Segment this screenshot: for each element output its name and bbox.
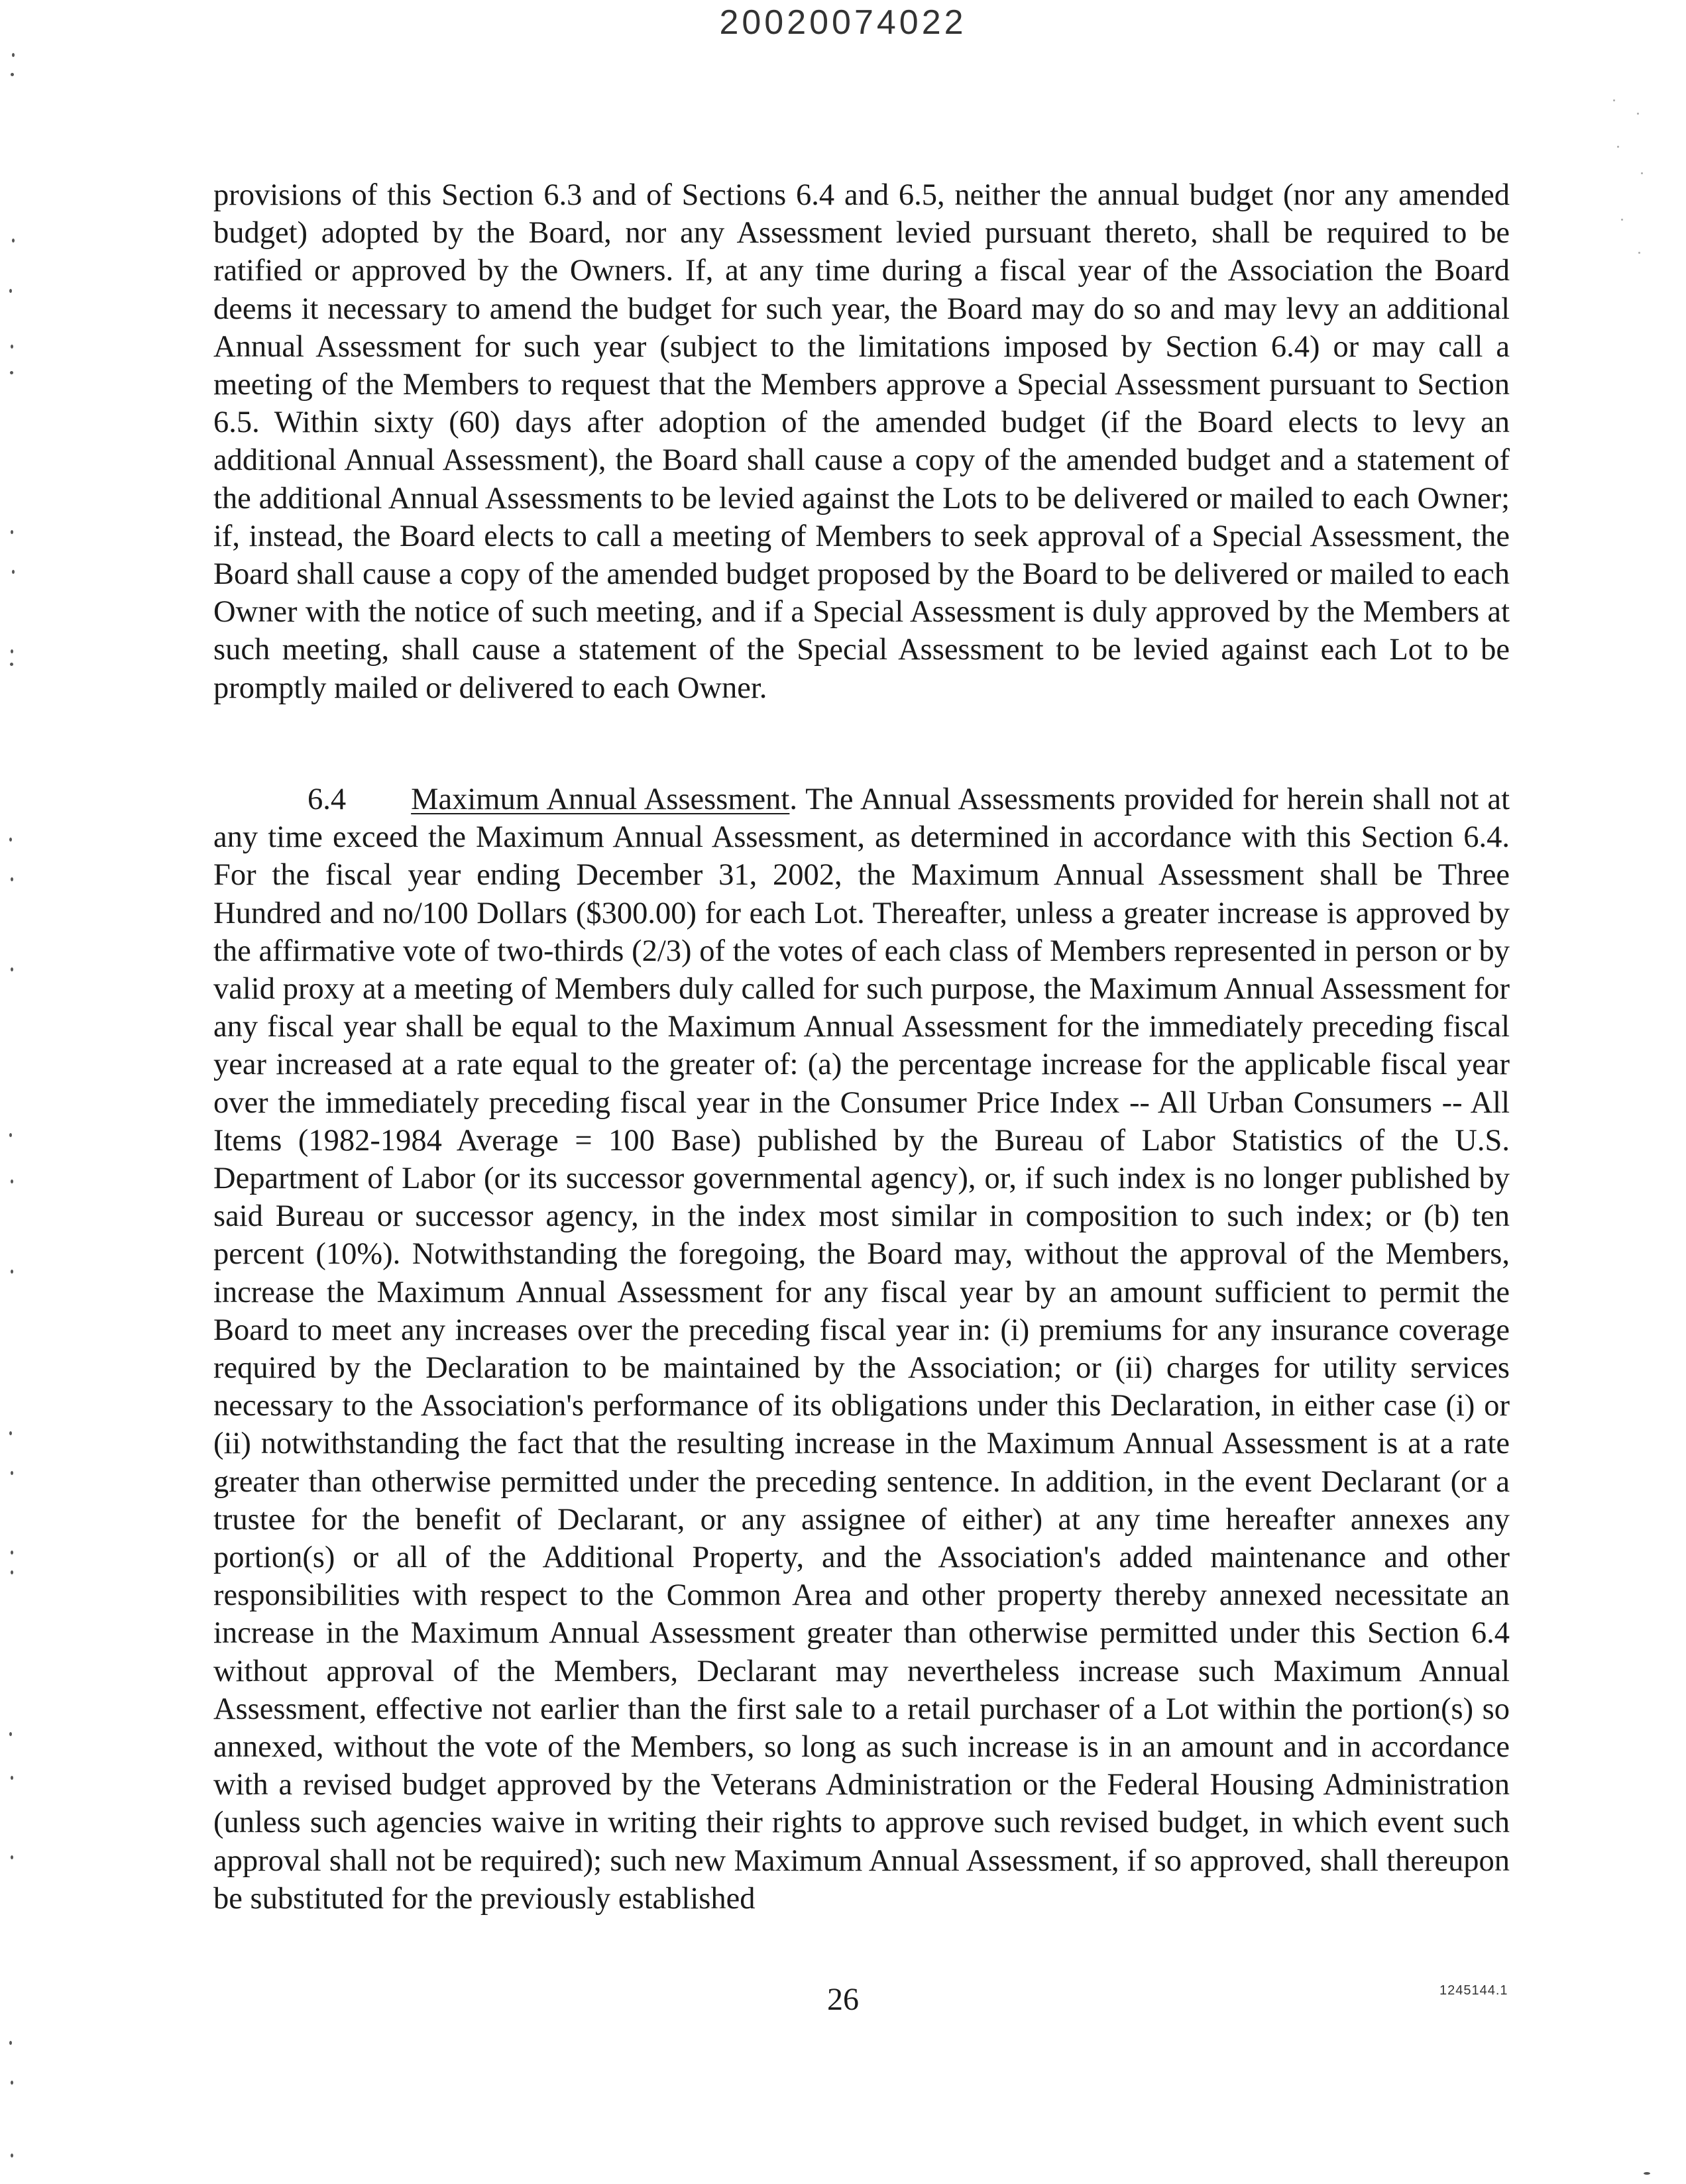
scan-speck: [11, 1855, 13, 1859]
section-number: 6.4: [308, 783, 347, 816]
scan-speck: [11, 1270, 13, 1274]
scan-speck: [1637, 113, 1639, 115]
scan-speck: [10, 663, 13, 666]
scan-speck: [11, 1471, 13, 1475]
scan-speck: [1638, 252, 1640, 254]
scan-speck: [12, 239, 15, 243]
scan-speck: [11, 1570, 13, 1574]
scan-speck: [1613, 99, 1615, 101]
scan-speck: [9, 838, 12, 842]
scan-speck: [12, 570, 15, 574]
scan-speck: [9, 2041, 12, 2045]
scan-speck: [12, 53, 15, 57]
paragraph-continuation: [213, 176, 1510, 707]
scan-speck: [11, 967, 13, 971]
scan-speck: [1641, 172, 1643, 174]
scan-speck: [11, 877, 13, 881]
section-heading: Maximum Annual Assessment: [411, 783, 790, 816]
scan-speck: [11, 649, 13, 653]
scan-speck: [10, 371, 13, 374]
scan-speck: [9, 1431, 12, 1435]
paragraph-text: . The Annual Assessments provided for herein shall not at any time exceed the Maximum Annual Assessment, as determined in accordance with this Section 6.4. For the fiscal year ending December 31, 2002, the Maximum Annual Assessment shall be Three Hundred and no/100 Dollars ($300.00) for each Lot. Thereafter, unless a greater increase is approved by the affirmative vote of two-thirds (2/3) of the votes of each class of Members represented in person or by valid proxy at a meeting of Members duly called for such purpose, the Maximum Annual Assessment for any fiscal year shall be equal to the Maximum Annual Assessment for the immediately preceding fiscal year increased at a rate equal to the greater of: (a) the percentage increase for the applicable fiscal year over the immediately preceding fiscal year in the Consumer Price Index -- All Urban Consumers -- All Items (1982-1984 Average = 100 Base) published by the Bureau of Labor Statistics of the U.S. Department of Labor (or its successor governmental agency), or, if such index is no longer published by said Bureau or successor agency, in the index most similar in composition to such index; or (b) ten percent (10%). Notwithstanding the foregoing, the Board may, without the approval of the Members, increase the Maximum Annual Assessment for any fiscal year by an amount sufficient to permit the Board to meet any increases over the preceding fiscal year in: (i) premiums for any insurance coverage required by the Declaration to be maintained by the Association; or (ii) charges for utility services necessary to the Association's performance of its obligations under this Declaration, in either case (i) or (ii) notwithstanding the fact that the resulting increase in the Maximum Annual Assessment is at a rate greater than otherwise permitted under the preceding sentence. In addition, in the event Declarant (or a trustee for the benefit of Declarant, or any assignee of either) at any time hereafter annexes any portion(s) or all of the Additional Property, and the Association's added maintenance and other responsibilities with respect to the Common Area and other property thereby annexed necessitate an increase in the Maximum Annual Assessment greater than otherwise permitted under this Section 6.4 without approval of the Members, Declarant may nevertheless increase such Maximum Annual Assessment, effective not earlier than the first sale to a retail purchaser of a Lot within the portion(s) so annexed, without the vote of the Members, so long as such increase is in an amount and in accordance with a revised budget approved by the Veterans Administration or the Federal Housing Administration (unless such agencies waive in writing their rights to approve such revised budget, in which event such approval shall not be required); such new Maximum Annual Assessment, if so approved, shall thereupon be substituted for the previously established: [213, 783, 1510, 1916]
scan-speck: [11, 2154, 13, 2157]
paragraph-text: provisions of this Section 6.3 and of Sections 6.4 and 6.5, neither the annual budget (nor any amended budget) adopted by the Board, nor any Assessment levied pursuant thereto, shall be required to be ratified or approved by the Owners. If, at any time during a fiscal year of the Association the Board deems it necessary to amend the budget for such year, the Board may do so and may levy an additional Annual Assessment for such year (subject to the limitations imposed by Section 6.4) or may call a meeting of the Members to request that the Members approve a Special Assessment pursuant to Section 6.5. Within sixty (60) days after adoption of the amended budget (if the Board elects to levy an additional Annual Assessment), the Board shall cause a copy of the amended budget and a statement of the additional Annual Assessments to be levied against the Lots to be delivered or mailed to each Owner; if, instead, the Board elects to call a meeting of Members to seek approval of a Special Assessment, the Board shall cause a copy of the amended budget proposed by the Board to be delivered or mailed to each Owner with the notice of such meeting, and if a Special Assessment is duly approved by the Members at such meeting, shall cause a statement of the Special Assessment to be levied against each Lot to be promptly mailed or delivered to each Owner.: [213, 178, 1510, 705]
scan-speck: [11, 530, 13, 534]
scan-speck: [1644, 2172, 1650, 2175]
scan-speck: [11, 1551, 13, 1555]
document-id: 1245144.1: [1439, 1983, 1508, 1998]
scan-speck: [11, 1776, 13, 1780]
recording-number: 20020074022: [719, 3, 967, 42]
section-6-4-paragraph: [213, 781, 1510, 1918]
scan-speck: [1617, 146, 1619, 148]
scan-speck: [1621, 219, 1623, 221]
scan-speck: [11, 2081, 13, 2085]
scan-speck: [11, 73, 14, 76]
scan-speck: [9, 1133, 12, 1137]
scan-speck: [11, 1179, 13, 1183]
page-number: 26: [827, 1982, 859, 2017]
scan-speck: [9, 1732, 12, 1736]
scan-speck: [9, 289, 12, 293]
scan-speck: [11, 345, 13, 349]
